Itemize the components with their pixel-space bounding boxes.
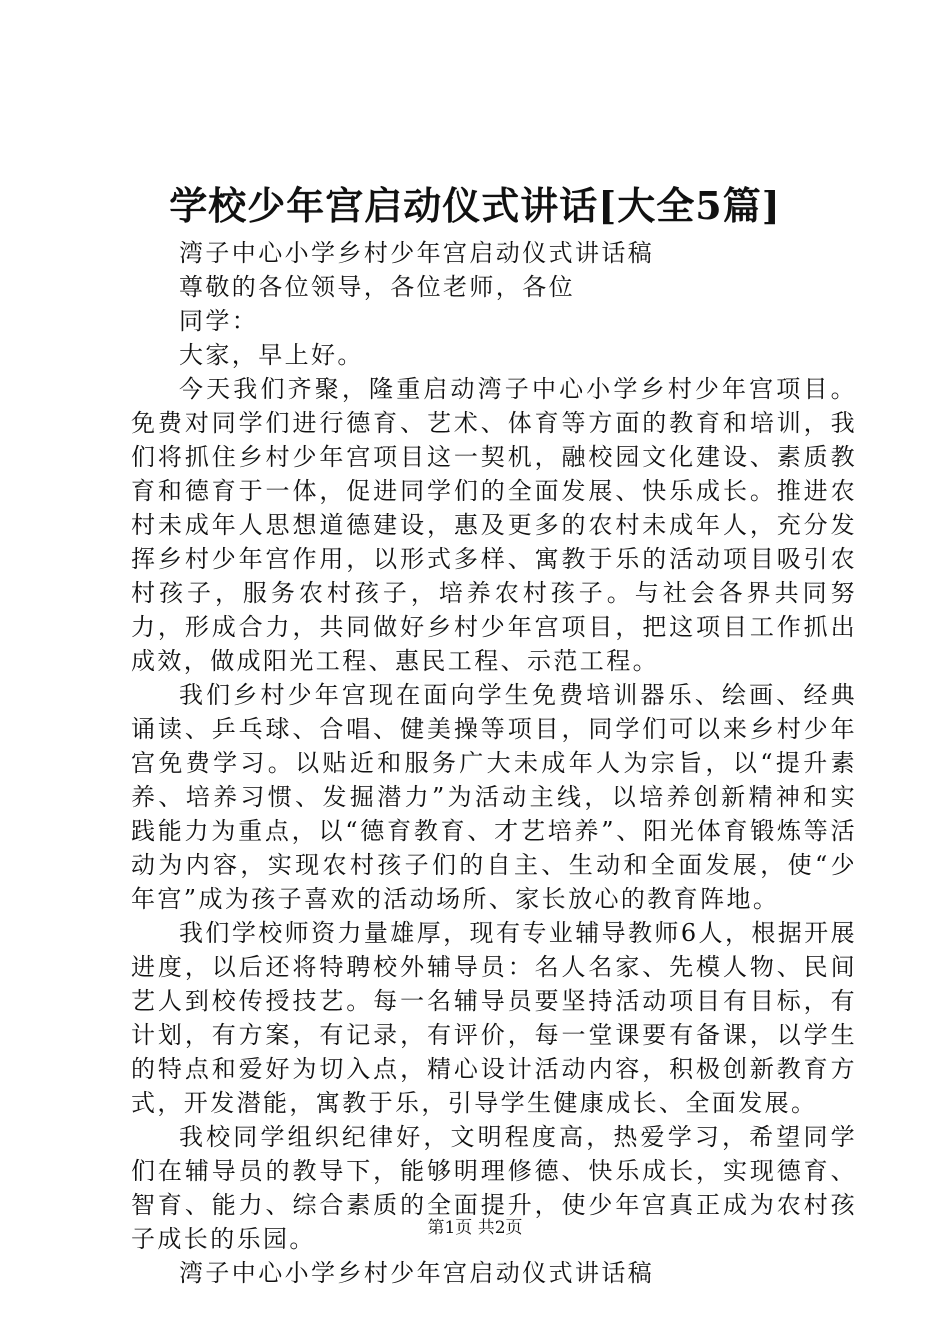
document-body: [131, 236, 857, 1290]
closing-heading-line: 湾子中心小学乡村少年宫启动仪式讲话稿: [179, 1259, 655, 1287]
paragraph-programs: 我们乡村少年宫现在面向学生免费培训器乐、绘画、经典诵读、乒乓球、合唱、健美操等项目，同学们可以来乡村少年宫免费学习。以贴近和服务广大未成年人为宗旨，以“提升素养、培养习惯、发掘潜力”为活动主线，以培养创新精神和实践能力为重点，以“德育教育、才艺培养”、阳光体育锻炼等活动为内容，实现农村孩子们的自主、生动和全面发展，使“少年宫”成为孩子喜欢的活动场所、家长放心的教育阵地。: [131, 681, 857, 913]
speech-heading-line: 湾子中心小学乡村少年宫启动仪式讲话稿: [179, 239, 655, 267]
salutation-continued-line: 同学：: [179, 307, 259, 335]
page-footer: 第1页 共2页: [427, 1218, 523, 1238]
document-title: 学校少年宫启动仪式讲话[大全5篇]: [169, 183, 781, 228]
paragraph-launch: 今天我们齐聚，隆重启动湾子中心小学乡村少年宫项目。免费对同学们进行德育、艺术、体育等方面的教育和培训，我们将抓住乡村少年宫项目这一契机，融校园文化建设、素质教育和德育于一体，促进同学们的全面发展、快乐成长。推进农村未成年人思想道德建设，惠及更多的农村未成年人，充分发挥乡村少年宫作用，以形式多样、寓教于乐的活动项目吸引农村孩子，服务农村孩子，培养农村孩子。与社会各界共同努力，形成合力，共同做好乡村少年宫项目，把这项目工作抓出成效，做成阳光工程、惠民工程、示范工程。: [131, 375, 857, 675]
greeting-line: 大家，早上好。: [179, 341, 364, 369]
salutation-line: 尊敬的各位领导，各位老师，各位: [179, 273, 575, 301]
paragraph-hopes: 我校同学组织纪律好，文明程度高，热爱学习，希望同学们在辅导员的教导下，能够明理修德、快乐成长，实现德育、智育、能力、综合素质的全面提升，使少年宫真正成为农村孩子成长的乐园。: [131, 1123, 857, 1253]
paragraph-teachers: 我们学校师资力量雄厚，现有专业辅导教师6人，根据开展进度，以后还将特聘校外辅导员：名人名家、先模人物、民间艺人到校传授技艺。每一名辅导员要坚持活动项目有目标，有计划，有方案，有记录，有评价，每一堂课要有备课，以学生的特点和爱好为切入点，精心设计活动内容，积极创新教育方式，开发潜能，寓教于乐，引导学生健康成长、全面发展。: [131, 919, 857, 1117]
